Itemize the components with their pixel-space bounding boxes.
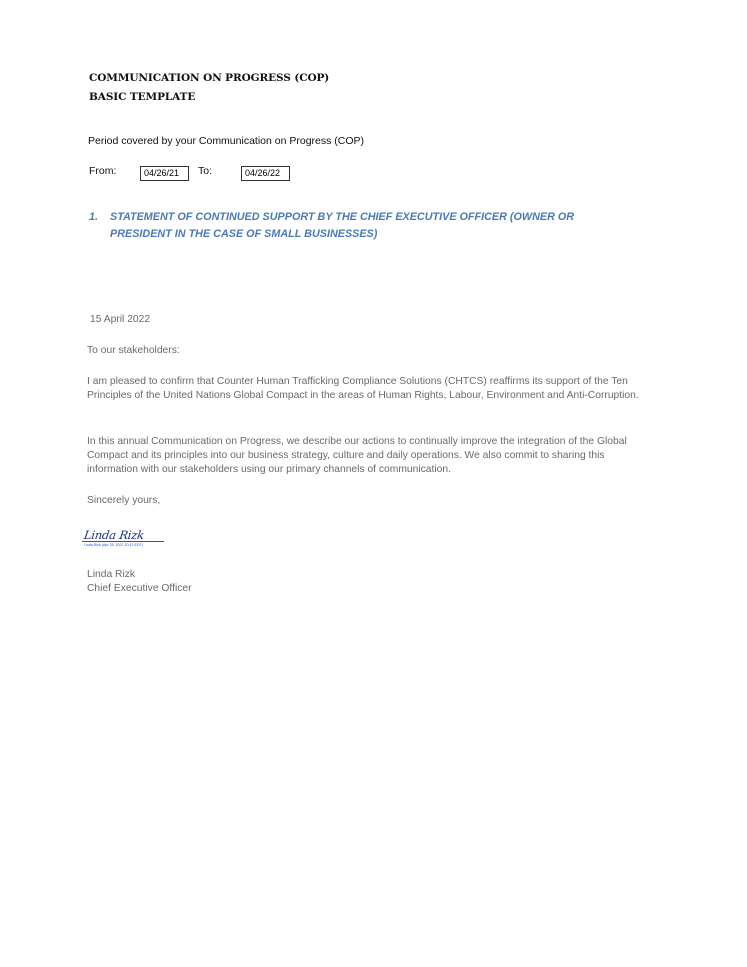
letter-date: 15 April 2022	[90, 314, 151, 325]
section-number: 1.	[89, 211, 99, 223]
signature-script: Linda Rizk	[83, 528, 145, 542]
section-heading-text: STATEMENT OF CONTINUED SUPPORT BY THE CHIEF EXECUTIVE OFFICER (OWNER OR PRESIDENT IN THE CASE OF SMALL BUSINESSES)	[110, 211, 575, 240]
signature-caption: Linda Rizk (Apr 25, 2022 10:13 EDT)	[84, 543, 143, 547]
to-date-field[interactable]: 04/26/22	[241, 166, 290, 181]
letter-paragraph-2: In this annual Communication on Progress, we describe our actions to continually improve the integration of the Global Compact and its principles into our business strategy, culture and daily operations. We also commit to sharing this information with our stakeholders using our primary channels of communication.	[87, 436, 627, 475]
period-label: Period covered by your Communication on Progress (COP)	[88, 135, 365, 147]
to-label: To:	[198, 165, 213, 177]
document-title: COMMUNICATION ON PROGRESS (COP)	[89, 72, 330, 84]
document-subtitle: BASIC TEMPLATE	[89, 91, 196, 103]
from-date-field[interactable]: 04/26/21	[140, 166, 189, 181]
signature-line	[82, 541, 164, 542]
signature	[82, 527, 166, 551]
letter-paragraph-1: I am pleased to confirm that Counter Human Trafficking Compliance Solutions (CHTCS) reaffirms its support of the Ten Principles of the United Nations Global Compact in the areas of Human Rights, Labour, Environment and Anti-Corruption.	[87, 376, 639, 401]
signer-title: Chief Executive Officer	[87, 583, 192, 594]
from-label: From:	[89, 165, 117, 177]
letter-greeting: To our stakeholders:	[87, 345, 180, 356]
signer-name: Linda Rizk	[87, 569, 136, 580]
letter-closing: Sincerely yours,	[87, 495, 161, 506]
section-heading	[89, 209, 629, 242]
